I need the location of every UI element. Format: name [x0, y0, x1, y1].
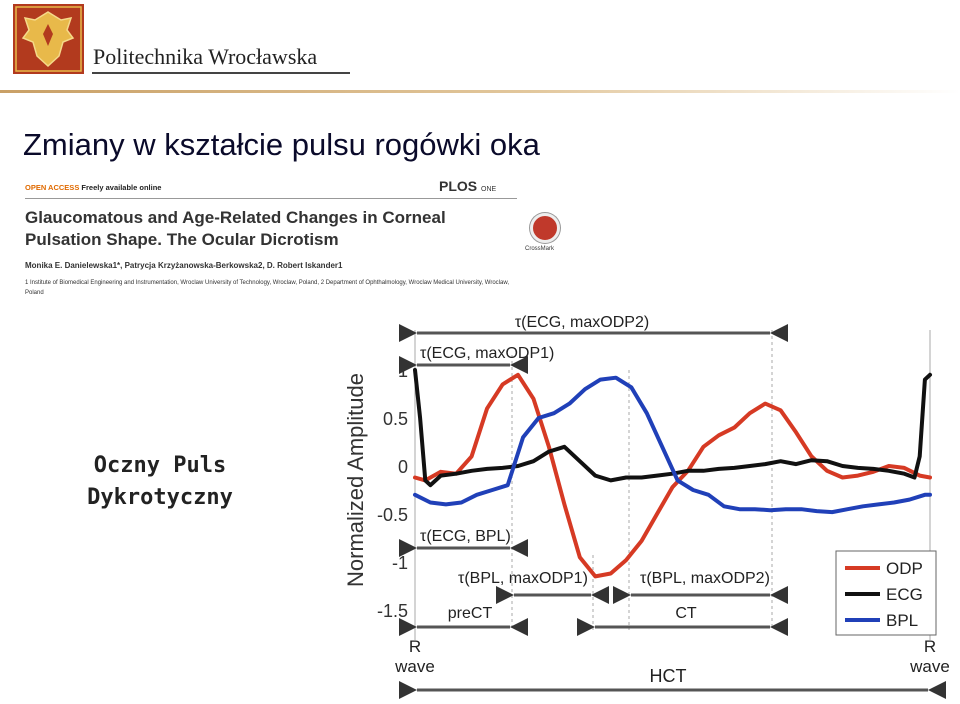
annotation-tau-bpl-maxodp1: τ(BPL, maxODP1) — [458, 570, 588, 587]
annotation-wave-left: wave — [395, 657, 435, 676]
side-label-line2: Dykrotyczny — [87, 485, 233, 510]
journal-name: PLOS — [439, 178, 478, 194]
y-tick-label: 0.5 — [382, 409, 408, 429]
annotation-prect: preCT — [447, 605, 493, 622]
paper-affiliations: 1 Institute of Biomedical Engineering and Instrumentation, Wroclaw University of Technology, Wroclaw, Poland, 2 Department of Ophthalmology, Wroclaw Medical University, Wroclaw, Poland — [25, 280, 509, 296]
annotation-r-right: R — [923, 637, 937, 656]
y-tick-label: 0 — [397, 457, 408, 477]
y-tick-label: -0.5 — [376, 505, 408, 525]
y-tick-label: -1.5 — [376, 601, 408, 621]
slide-title: Zmiany w kształcie pulsu rogówki oka — [23, 127, 540, 162]
freely-available-label: Freely available online — [81, 183, 162, 192]
y-tick-label: 1 — [397, 361, 408, 381]
annotation-wave-right: wave — [910, 657, 950, 676]
annotation-r-left: R — [408, 637, 422, 656]
paper-title: Glaucomatous and Age-Related Changes in Corneal Pulsation Shape. The Ocular Dicrotism — [25, 208, 446, 249]
annotation-ct: CT — [675, 605, 697, 622]
y-axis-label: Normalized Amplitude — [343, 373, 368, 587]
university-name: Politechnika Wrocławska — [93, 44, 318, 69]
y-tick-label: -1 — [391, 553, 408, 573]
journal-sub: ONE — [481, 186, 497, 193]
legend-label-bpl: BPL — [886, 611, 919, 630]
annotation-tau-ecg-bpl: τ(ECG, BPL) — [420, 528, 511, 545]
annotation-tau-ecg-maxodp2: τ(ECG, maxODP2) — [514, 314, 650, 331]
legend-label-odp: ODP — [886, 559, 923, 578]
crossmark-label: CrossMark — [525, 246, 555, 252]
annotation-tau-ecg-maxodp1: τ(ECG, maxODP1) — [420, 345, 555, 362]
annotation-hct: HCT — [649, 666, 687, 686]
annotation-tau-bpl-maxodp2: τ(BPL, maxODP2) — [640, 570, 770, 587]
legend-label-ecg: ECG — [886, 585, 923, 604]
side-label-line1: Oczny Puls — [93, 453, 227, 478]
open-access-label: OPEN ACCESS — [25, 183, 80, 192]
paper-authors: Monika E. Danielewska1*, Patrycja Krzyżanowska-Berkowska2, D. Robert Iskander1 — [25, 261, 343, 270]
